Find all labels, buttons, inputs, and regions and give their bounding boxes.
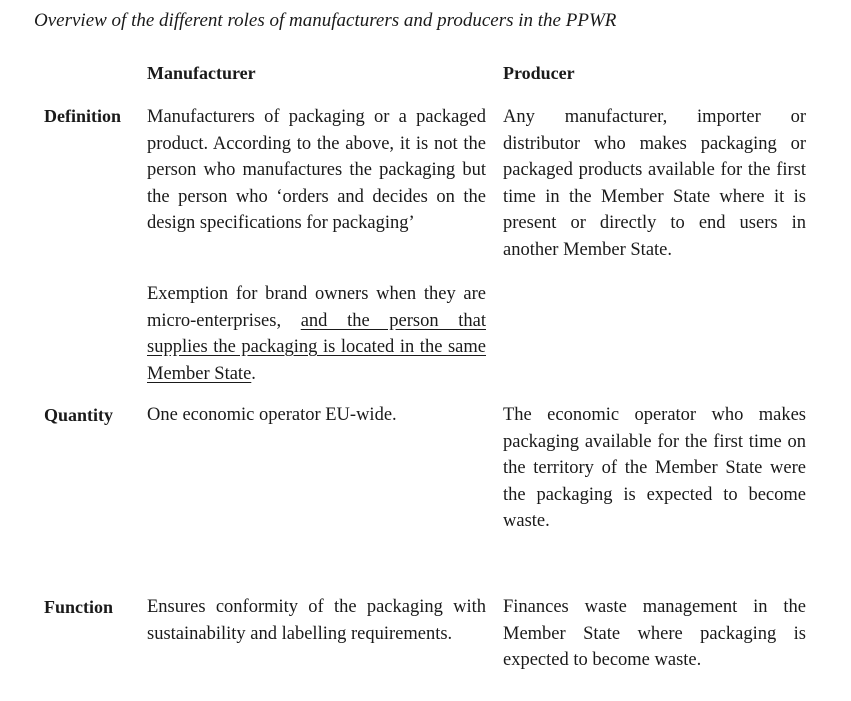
function-producer-text: Finances waste management in the Member State where packaging is expected to become waste. — [503, 597, 806, 670]
table-caption: Overview of the different roles of manufacturers and producers in the PPWR — [34, 10, 617, 31]
function-manufacturer-text: Ensures conformity of the packaging with sustainability and labelling requirements. — [147, 597, 486, 644]
definition-producer-text: Any manufacturer, importer or distributor who makes packaging or packaged products available for the first time in the Member State where it is present or directly to end users in another Member State. — [503, 107, 806, 260]
exemption-end: . — [251, 363, 256, 384]
column-header-producer: Producer — [503, 63, 575, 83]
exemption-underlined-text: and the person that supplies the packaging is located in the same Member State — [147, 310, 487, 384]
definition-manufacturer-text: Manufacturers of packaging or a packaged product. According to the above, it is not the person who manufactures the packaging but the person who ‘orders and decides on the design specifications for packaging’ — [147, 107, 486, 233]
row-label-function: Function — [44, 597, 114, 617]
quantity-manufacturer-text: One economic operator EU-wide. — [147, 405, 397, 425]
row-label-definition: Definition — [44, 106, 122, 126]
column-header-manufacturer: Manufacturer — [147, 63, 256, 83]
exemption-text: Exemption for brand owners when they are micro-enterprises, — [147, 284, 486, 331]
row-label-quantity: Quantity — [44, 405, 114, 425]
quantity-producer-text: The economic operator who makes packaging available for the first time on the territory of the Member State were the packaging is expected to become waste. — [503, 405, 806, 531]
definition-manufacturer-exemption — [147, 281, 486, 387]
